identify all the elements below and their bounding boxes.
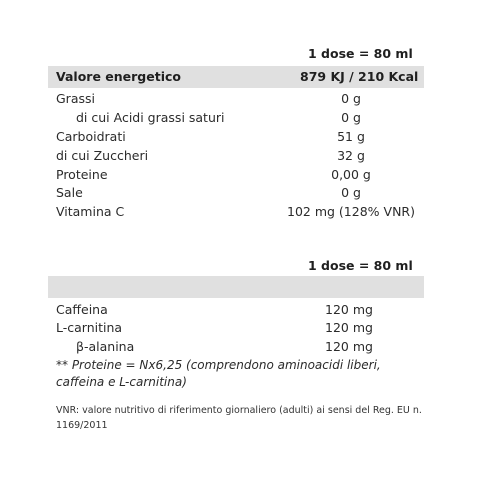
ingredient-label-caffeina: Caffeina [56, 302, 108, 317]
nutrient-value-sale: 0 g [341, 185, 361, 200]
nutrient-value-saturi: 0 g [341, 110, 361, 125]
nutrient-value-zuccheri: 32 g [337, 148, 365, 163]
ingredient-value-caffeina: 120 mg [325, 302, 373, 317]
table1-dose-header: 1 dose = 80 ml [308, 46, 413, 61]
nutrient-label-zuccheri: di cui Zuccheri [56, 148, 149, 163]
nutrient-value-proteine: 0,00 g [331, 167, 371, 182]
nutrient-label-grassi: Grassi [56, 91, 95, 106]
nutrient-label-proteine: Proteine [56, 167, 108, 182]
nutrient-label-carboidrati: Carboidrati [56, 129, 126, 144]
table2-empty-band [48, 276, 424, 298]
nutrient-label-vitamina-c: Vitamina C [56, 204, 125, 219]
energy-label: Valore energetico [56, 69, 181, 84]
nutrient-value-vitamina-c: 102 mg (128% VNR) [287, 204, 415, 219]
ingredient-value-l-carnitina: 120 mg [325, 320, 373, 335]
nutrient-label-saturi: di cui Acidi grassi saturi [76, 110, 225, 125]
protein-note: ** Proteine = Nx6,25 (comprendono aminoacidi liberi, caffeina e L-carnitina) [56, 358, 381, 389]
ingredient-label-beta-alanina: β-alanina [76, 339, 135, 354]
table2-dose-header: 1 dose = 80 ml [308, 258, 413, 273]
energy-value: 879 KJ / 210 Kcal [300, 69, 419, 84]
vnr-footnote: VNR: valore nutritivo di riferimento giornaliero (adulti) ai sensi del Reg. EU n. 1169/2011 [56, 405, 422, 431]
nutrient-value-carboidrati: 51 g [337, 129, 365, 144]
nutrient-value-grassi: 0 g [341, 91, 361, 106]
ingredient-label-l-carnitina: L-carnitina [56, 320, 123, 335]
ingredient-value-beta-alanina: 120 mg [325, 339, 373, 354]
nutrient-label-sale: Sale [56, 185, 83, 200]
